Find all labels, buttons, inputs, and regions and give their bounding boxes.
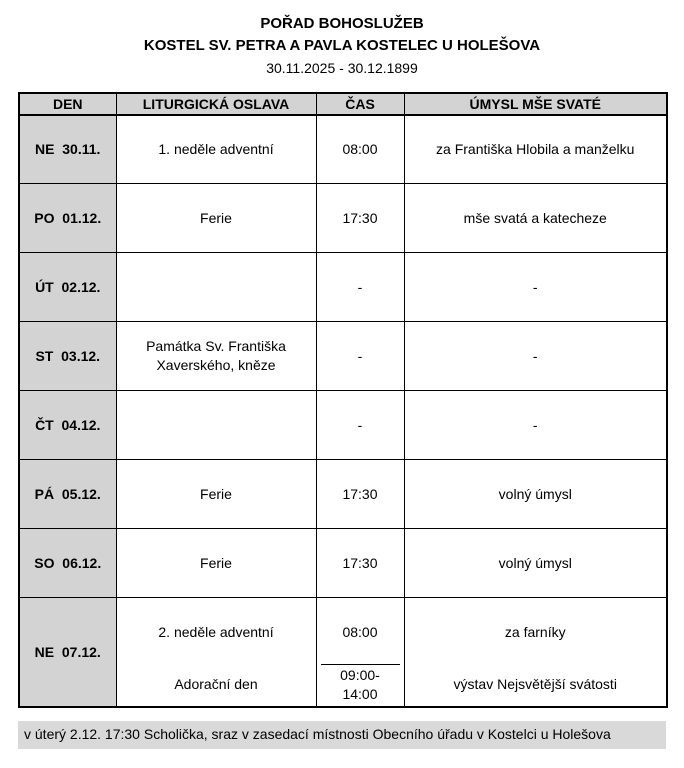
cell-den: ÚT 02.12.: [19, 253, 116, 322]
cell-den: PO 01.12.: [19, 184, 116, 253]
cell-oslava: Ferie: [116, 184, 316, 253]
table-row: [19, 253, 667, 322]
cell-cas: 17:30: [316, 460, 404, 529]
col-header-cas: ČAS: [316, 93, 404, 115]
schedule-table: [18, 92, 668, 709]
cell-cas-line2: 09:00-14:00: [321, 664, 400, 704]
cell-den: NE 30.11.: [19, 115, 116, 184]
cell-umysl-line1: za farníky: [504, 623, 566, 640]
col-header-oslava: LITURGICKÁ OSLAVA: [116, 93, 316, 115]
table-row: [19, 460, 667, 529]
cell-oslava: [116, 391, 316, 460]
page-title: POŘAD BOHOSLUŽEB: [260, 15, 424, 32]
cell-umysl: volný úmysl: [404, 529, 667, 598]
cell-umysl-line2: výstav Nejsvětější svátosti: [453, 675, 617, 692]
table-row: [19, 322, 667, 391]
cell-cas: -: [316, 253, 404, 322]
cell-den: ST 03.12.: [19, 322, 116, 391]
cell-den: SO 06.12.: [19, 529, 116, 598]
date-range: 30.11.2025 - 30.12.1899: [266, 59, 418, 76]
cell-den: NE 07.12.: [19, 598, 116, 708]
table-row: [19, 184, 667, 253]
cell-oslava-line2: Adorační den: [174, 675, 258, 692]
cell-umysl: volný úmysl: [404, 460, 667, 529]
col-header-umysl: ÚMYSL MŠE SVATÉ: [404, 93, 667, 115]
cell-umysl: -: [404, 322, 667, 391]
cell-umysl: [404, 598, 667, 708]
cell-oslava: [116, 253, 316, 322]
table-row: [19, 115, 667, 184]
table-row: [19, 598, 667, 708]
cell-cas: -: [316, 391, 404, 460]
table-header-row: [19, 93, 667, 115]
cell-cas: 17:30: [316, 184, 404, 253]
table-row: [19, 391, 667, 460]
cell-oslava: [116, 598, 316, 708]
cell-cas: -: [316, 322, 404, 391]
document-header: [18, 13, 666, 76]
cell-oslava: Ferie: [116, 460, 316, 529]
cell-den: ČT 04.12.: [19, 391, 116, 460]
cell-oslava: Památka Sv. Františka Xaverského, kněze: [116, 322, 316, 391]
cell-umysl: -: [404, 391, 667, 460]
col-header-den: DEN: [19, 93, 116, 115]
cell-den: PÁ 05.12.: [19, 460, 116, 529]
footer-note: v úterý 2.12. 17:30 Scholička, sraz v zasedací místnosti Obecního úřadu v Kostelci u Holešova: [18, 721, 666, 749]
cell-oslava-line1: 2. neděle adventní: [158, 623, 274, 640]
cell-umysl: mše svatá a katecheze: [404, 184, 667, 253]
cell-cas: 08:00: [316, 115, 404, 184]
table-row: [19, 529, 667, 598]
cell-umysl: za Františka Hlobila a manželku: [404, 115, 667, 184]
page-subtitle: KOSTEL SV. PETRA A PAVLA KOSTELEC U HOLEŠOVA: [143, 36, 541, 54]
cell-cas: [316, 598, 404, 708]
cell-umysl: -: [404, 253, 667, 322]
cell-oslava: 1. neděle adventní: [116, 115, 316, 184]
cell-cas: 17:30: [316, 529, 404, 598]
cell-oslava: Ferie: [116, 529, 316, 598]
cell-cas-line1: 08:00: [342, 623, 378, 640]
